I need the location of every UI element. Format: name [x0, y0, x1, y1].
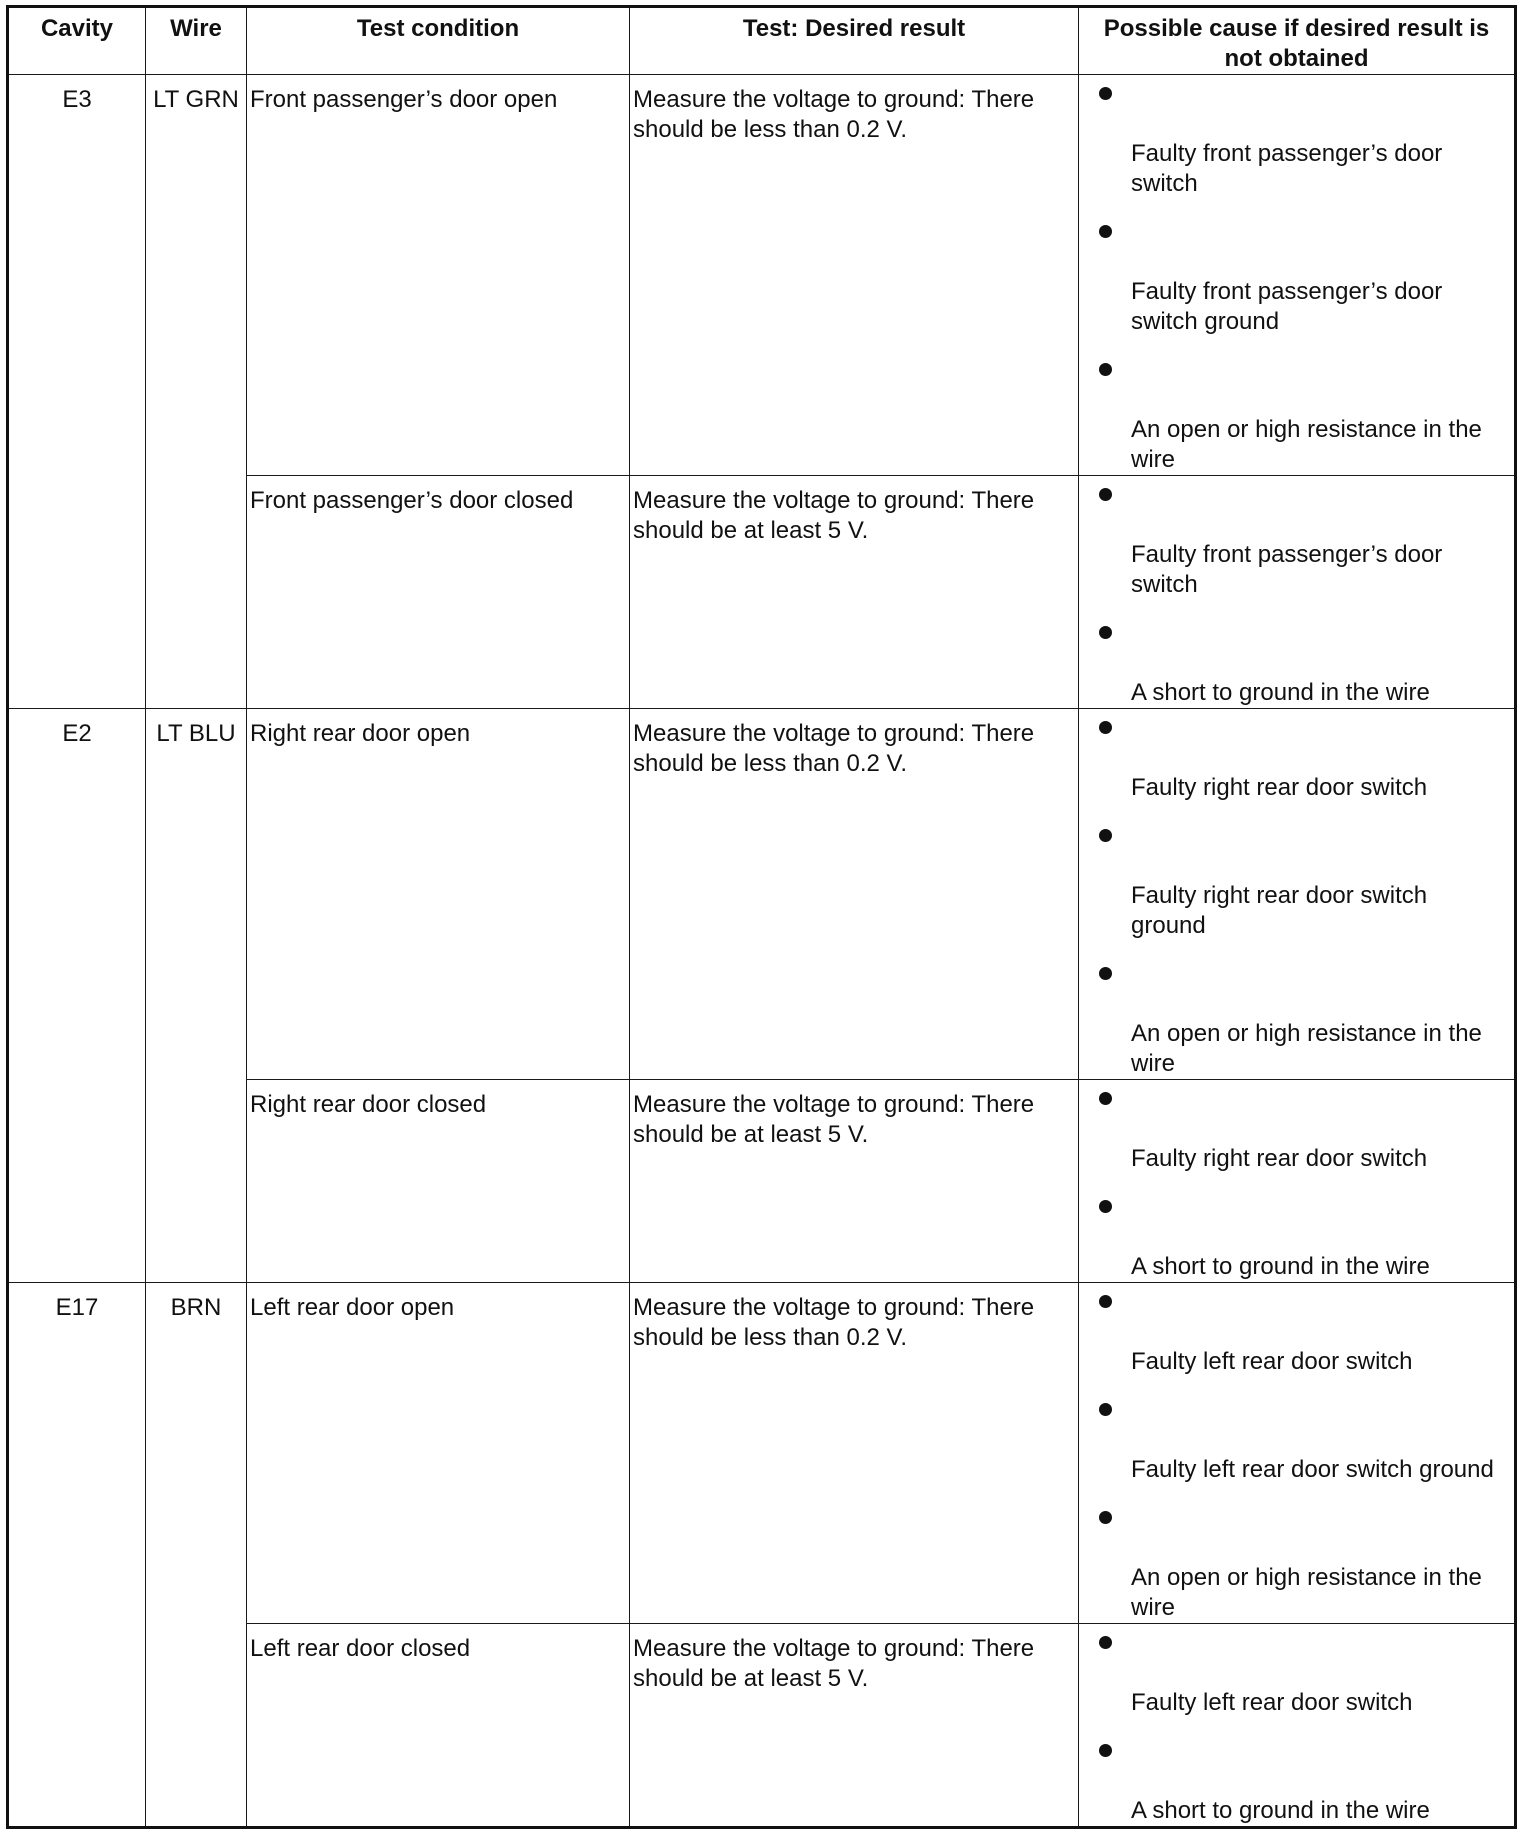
cause-item: Faulty left rear door switch: [1079, 1283, 1514, 1377]
bullet-icon: [1099, 1092, 1112, 1105]
header-wire: Wire: [146, 7, 247, 75]
cavity-cell: E3: [8, 75, 146, 709]
result-cell: Measure the voltage to ground: There should be at least 5 V.: [630, 1624, 1079, 1828]
bullet-icon: [1099, 829, 1112, 842]
bullet-icon: [1099, 1403, 1112, 1416]
header-possible-cause: Possible cause if desired result is not obtained: [1079, 7, 1516, 75]
cause-item: Faulty left rear door switch: [1079, 1624, 1514, 1718]
result-cell: Measure the voltage to ground: There should be less than 0.2 V.: [630, 709, 1079, 1080]
bullet-icon: [1099, 1744, 1112, 1757]
result-cell: Measure the voltage to ground: There should be at least 5 V.: [630, 1080, 1079, 1283]
wire-cell: LT BLU: [146, 709, 247, 1283]
bullet-icon: [1099, 626, 1112, 639]
wire-cell: LT GRN: [146, 75, 247, 709]
bullet-icon: [1099, 1636, 1112, 1649]
cause-item: An open or high resistance in the wire: [1079, 1499, 1514, 1623]
cause-item: An open or high resistance in the wire: [1079, 955, 1514, 1079]
cause-item: Faulty front passenger’s door switch: [1079, 75, 1514, 199]
bullet-icon: [1099, 1200, 1112, 1213]
cause-item: A short to ground in the wire: [1079, 614, 1514, 708]
cause-item: A short to ground in the wire: [1079, 1732, 1514, 1826]
header-test-condition: Test condition: [247, 7, 630, 75]
table-row: [8, 709, 1516, 1080]
cause-item: Faulty front passenger’s door switch ground: [1079, 213, 1514, 337]
bullet-icon: [1099, 363, 1112, 376]
bullet-icon: [1099, 1295, 1112, 1308]
result-cell: Measure the voltage to ground: There should be at least 5 V.: [630, 476, 1079, 709]
bullet-icon: [1099, 225, 1112, 238]
cause-item: Faulty right rear door switch: [1079, 1080, 1514, 1174]
condition-cell: Right rear door open: [247, 709, 630, 1080]
causes-cell: [1079, 75, 1516, 476]
header-desired-result: Test: Desired result: [630, 7, 1079, 75]
bullet-icon: [1099, 488, 1112, 501]
condition-cell: Left rear door open: [247, 1283, 630, 1624]
cause-item: Faulty right rear door switch: [1079, 709, 1514, 803]
causes-cell: [1079, 476, 1516, 709]
cavity-cell: E2: [8, 709, 146, 1283]
condition-cell: Right rear door closed: [247, 1080, 630, 1283]
cause-item: Faulty left rear door switch ground: [1079, 1391, 1514, 1485]
causes-cell: [1079, 1283, 1516, 1624]
condition-cell: Front passenger’s door open: [247, 75, 630, 476]
test-table: [6, 5, 1517, 1829]
cause-item: A short to ground in the wire: [1079, 1188, 1514, 1282]
cause-item: An open or high resistance in the wire: [1079, 351, 1514, 475]
causes-cell: [1079, 1080, 1516, 1283]
cavity-cell: E17: [8, 1283, 146, 1828]
wire-cell: BRN: [146, 1283, 247, 1828]
causes-cell: [1079, 709, 1516, 1080]
condition-cell: Left rear door closed: [247, 1624, 630, 1828]
cause-item: Faulty right rear door switch ground: [1079, 817, 1514, 941]
header-row: [8, 7, 1516, 75]
bullet-icon: [1099, 87, 1112, 100]
table-row: [8, 75, 1516, 476]
condition-cell: Front passenger’s door closed: [247, 476, 630, 709]
causes-cell: [1079, 1624, 1516, 1828]
result-cell: Measure the voltage to ground: There should be less than 0.2 V.: [630, 75, 1079, 476]
bullet-icon: [1099, 967, 1112, 980]
header-cavity: Cavity: [8, 7, 146, 75]
cause-item: Faulty front passenger’s door switch: [1079, 476, 1514, 600]
result-cell: Measure the voltage to ground: There should be less than 0.2 V.: [630, 1283, 1079, 1624]
bullet-icon: [1099, 1511, 1112, 1524]
table-row: [8, 1283, 1516, 1624]
bullet-icon: [1099, 721, 1112, 734]
